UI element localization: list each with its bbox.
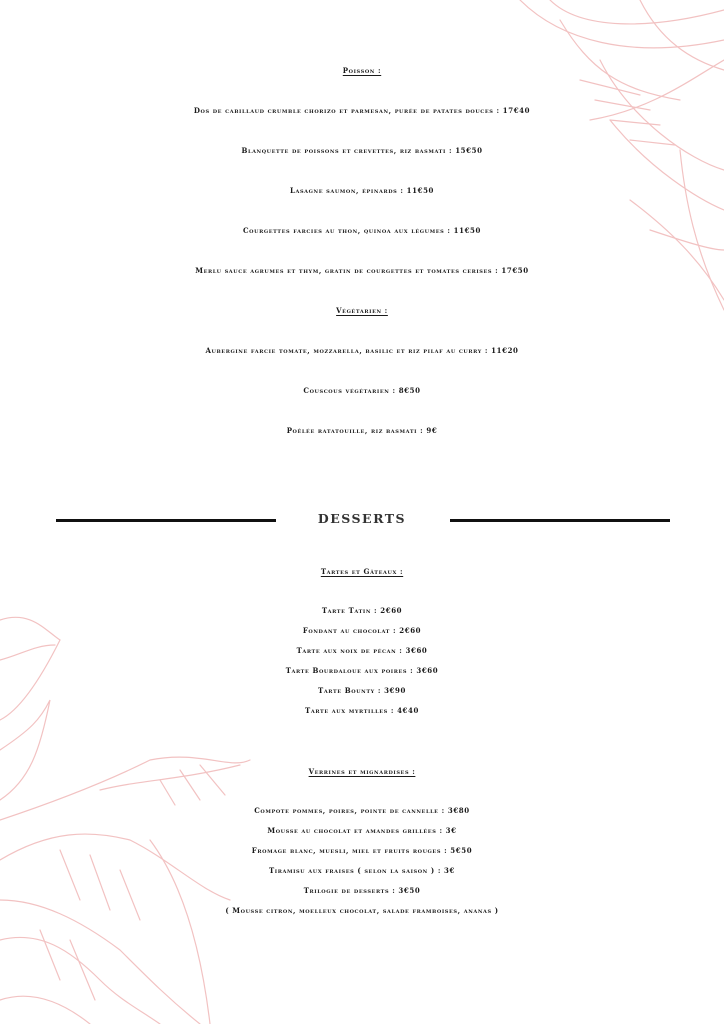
menu-item: Aubergine farcie tomate, mozzarella, basilic et riz pilaf au curry : 11€20 [205,346,519,355]
section-title-desserts: DESSERTS [317,511,407,526]
section-heading-verrines: Verrines et mignardises : [308,767,416,776]
menu-item: Tarte aux myrtilles : 4€40 [305,706,419,715]
menu-item: Merlu sauce agrumes et thym, gratin de courgettes et tomates cerises : 17€50 [195,266,529,275]
menu-item: Tarte Bounty : 3€90 [318,686,406,695]
menu-item: Couscous végétarien : 8€50 [303,386,421,395]
menu-item: Tarte aux noix de pécan : 3€60 [296,646,428,655]
menu-item: Courgettes farcies au thon, quinoa aux légumes : 11€50 [242,226,481,235]
menu-item: Compote pommes, poires, pointe de cannelle : 3€80 [254,806,470,815]
menu-item: Lasagne saumon, épinards : 11€50 [289,186,435,195]
menu-item: Fromage blanc, muesli, miel et fruits rouges : 5€50 [251,846,473,855]
menu-item: Mousse au chocolat et amandes grillées : 3€ [267,826,457,835]
menu-item: Fondant au chocolat : 2€60 [302,626,422,635]
menu-item: Blanquette de poissons et crevettes, riz basmati : 15€50 [241,146,483,155]
menu-item: Tarte Tatin : 2€60 [321,606,403,615]
menu-item: Dos de cabillaud crumble chorizo et parmesan, purée de patates douces : 17€40 [193,106,531,115]
menu-item: Tiramisu aux fraises ( selon la saison ) : 3€ [268,866,455,875]
section-heading-tartes: Tartes et Gâteaux : [320,567,404,576]
menu-item-note: ( Mousse citron, moelleux chocolat, salade framboises, ananas ) [225,906,499,915]
section-heading-vegetarien: Végétarien : [336,306,388,315]
menu-item: Poêlée ratatouille, riz basmati : 9€ [286,426,438,435]
menu-item: Trilogie de desserts : 3€50 [303,886,421,895]
section-heading-poisson: Poisson : [342,66,382,75]
menu-item: Tarte Bourdaloue aux poires : 3€60 [285,666,439,675]
divider-right [450,519,670,522]
